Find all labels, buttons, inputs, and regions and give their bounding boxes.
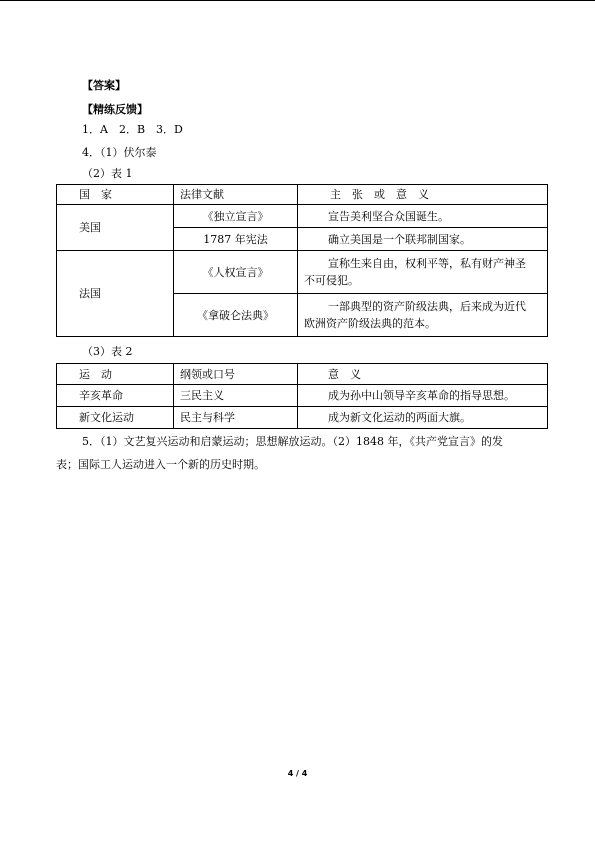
table2-cell-movement: 新文化运动 bbox=[57, 407, 174, 429]
table2-header-meaning: 意 义 bbox=[298, 364, 548, 385]
answers-1-3: 1．A 2．B 3．D bbox=[82, 123, 183, 136]
table1-meaning-line: 不可侵犯。 bbox=[304, 274, 359, 287]
header-rule bbox=[0, 0, 595, 1]
q4-part1: 4．（1）伏尔泰 bbox=[82, 146, 157, 159]
table1-meaning-line: 一部典型的资产阶级法典，后来成为近代 bbox=[328, 300, 526, 313]
answer-heading: 【答案】 bbox=[82, 79, 126, 92]
q5-line2: 表；国际工人运动进入一个新的历史时期。 bbox=[56, 458, 265, 471]
table2-header-movement: 运 动 bbox=[57, 364, 174, 385]
table1-meaning: 确立美国是一个联邦制国家。 bbox=[298, 228, 548, 251]
table1-meaning-line: 欧洲资产阶级法典的范本。 bbox=[304, 317, 436, 330]
table2-cell-program: 民主与科学 bbox=[174, 407, 298, 429]
q4-part3-label: （3）表 2 bbox=[82, 345, 133, 358]
table2-cell-meaning: 成为孙中山领导辛亥革命的指导思想。 bbox=[298, 385, 548, 407]
table2-cell-movement: 辛亥革命 bbox=[57, 385, 174, 407]
table1-meaning: 宣告美利坚合众国诞生。 bbox=[298, 205, 548, 228]
page-number: 4 / 4 bbox=[287, 769, 308, 778]
table2-cell-program: 三民主义 bbox=[174, 385, 298, 407]
table1-doc-napoleonic-code: 《拿破仑法典》 bbox=[174, 294, 298, 337]
table1-header-meaning: 主 张 或 意 义 bbox=[298, 185, 548, 205]
table-2 bbox=[56, 363, 548, 429]
feedback-heading: 【精练反馈】 bbox=[82, 103, 148, 116]
table1-doc-1787-constitution: 1787 年宪法 bbox=[174, 228, 298, 251]
table2-cell-meaning: 成为新文化运动的两面大旗。 bbox=[298, 407, 548, 429]
table1-header-country: 国 家 bbox=[57, 185, 174, 205]
table1-doc-rights-of-man: 《人权宣言》 bbox=[174, 251, 298, 294]
q5-line1: 5．（1）文艺复兴运动和启蒙运动；思想解放运动。（2）1848 年，《共产党宣言》的发 bbox=[82, 435, 503, 448]
table1-header-document: 法律文献 bbox=[174, 185, 298, 205]
table1-meaning-line: 宣称生来自由，权利平等，私有财产神圣 bbox=[328, 257, 526, 270]
table1-country-france: 法国 bbox=[57, 251, 174, 337]
table2-header-program: 纲领或口号 bbox=[174, 364, 298, 385]
table1-meaning bbox=[298, 294, 548, 337]
table1-country-usa: 美国 bbox=[57, 205, 174, 251]
table1-doc-declaration-independence: 《独立宣言》 bbox=[174, 205, 298, 228]
q4-part2-label: （2）表 1 bbox=[82, 167, 133, 180]
table1-meaning bbox=[298, 251, 548, 294]
table-1 bbox=[56, 184, 548, 337]
